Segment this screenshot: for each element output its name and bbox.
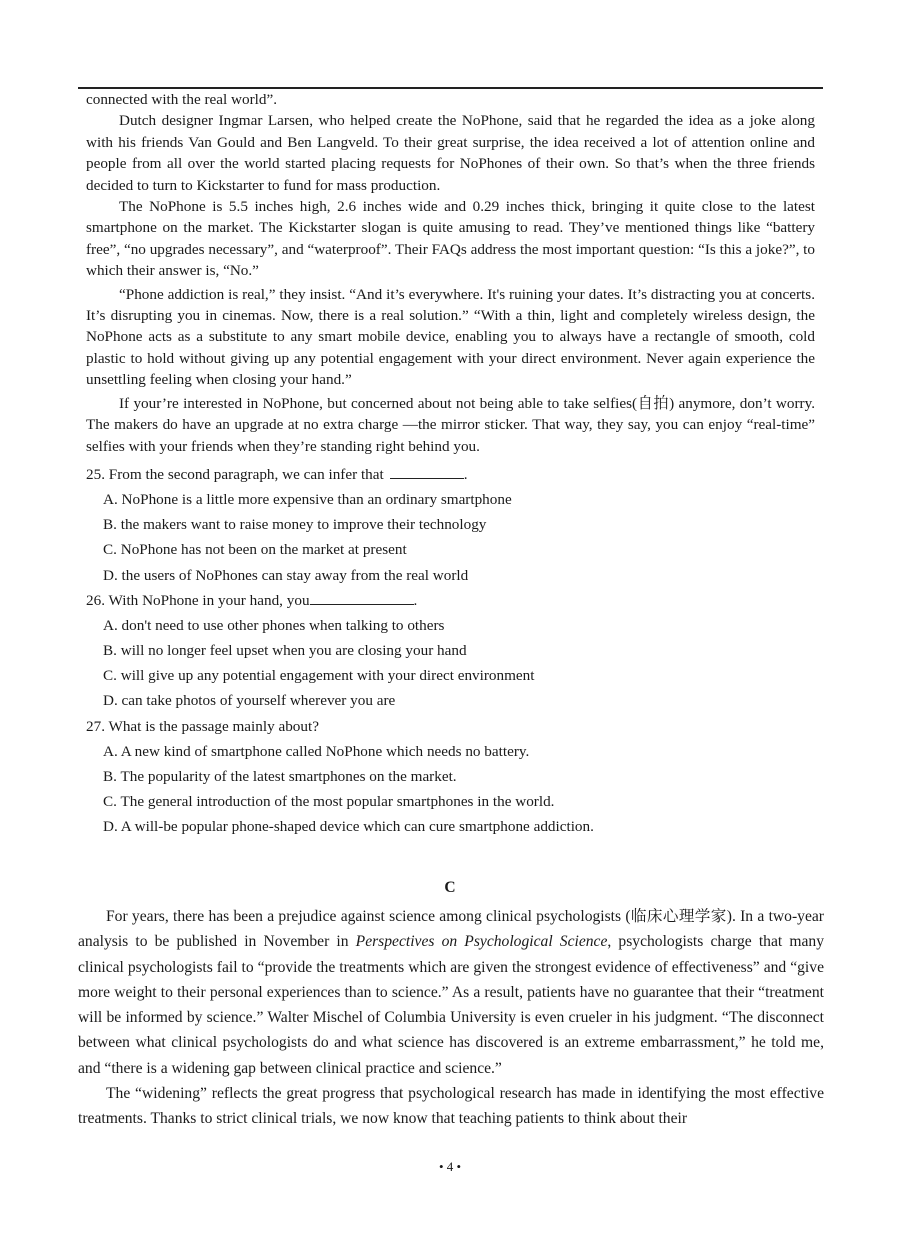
option-25-a: A. NoPhone is a little more expensive than an ordinary smartphone <box>103 491 512 508</box>
option-25-d: D. the users of NoPhones can stay away from the real world <box>103 566 469 584</box>
passage-c-text: For years, there has been a prejudice against science among clinical psychologists (临床心理学家). In a two-year analysis to be published in November in <box>78 908 824 951</box>
answer-blank <box>310 590 414 605</box>
passage-b-continuation: connected with the real world”. <box>86 91 278 108</box>
passage-c-paragraph-1 <box>78 904 824 1081</box>
question-list <box>86 462 815 839</box>
page-number: • 4 • <box>438 1159 462 1174</box>
option-25-b: B. the makers want to raise money to improve their technology <box>103 516 487 534</box>
passage-c-text: , psychologists charge that many clinical psychologists fail to “provide the treatments which are given the strongest evidence of effectiveness” and “give more weight to their personal experiences than to science.” As a result, patients have no guarantee that their “treatment will be informed by science.” Walter Mischel of Columbia University is even crueler in his judgment. “The disconnect between what clinical psychologists do and what science has discovered is an extreme embarrassment,” he told me, and “there is a widening gap between clinical practice and science.” <box>78 933 824 1077</box>
option-27-b: B. The popularity of the latest smartphones on the market. <box>103 767 457 785</box>
passage-c <box>78 904 824 1132</box>
option-27-c: C. The general introduction of the most popular smartphones in the world. <box>103 793 555 811</box>
passage-b <box>86 89 815 457</box>
question-stem: 25. From the second paragraph, we can infer that <box>86 466 384 483</box>
passage-b-paragraph-1: Dutch designer Ingmar Larsen, who helped create the NoPhone, said that he regarded the idea as a joke along with his friends Van Gould and Ben Langveld. To their great surprise, the idea received a lot of attention online and people from all over the world started placing requests for NoPhones of their own. So that’s when the three friends decided to turn to Kickstarter to fund for mass production. <box>86 112 815 194</box>
question-26 <box>86 588 815 613</box>
option-26-c: C. will give up any potential engagement with your direct environment <box>103 667 535 685</box>
option-25-c: C. NoPhone has not been on the market at present <box>103 541 407 559</box>
option-26-a: A. don't need to use other phones when talking to others <box>103 616 445 634</box>
passage-b-paragraph-2: The NoPhone is 5.5 inches high, 2.6 inches wide and 0.29 inches thick, bringing it quite close to the latest smartphone on the market. The Kickstarter slogan is quite amusing to read. They’ve mentioned things like “battery free”, “no upgrades necessary”, and “waterproof”. Their FAQs address the most important question: “Is this a joke?”, to which their answer is, “No.” <box>86 198 815 280</box>
question-27 <box>86 714 815 739</box>
section-c-title: C <box>444 879 456 896</box>
question-end: . <box>413 591 418 609</box>
passage-c-paragraph-2: The “widening” reflects the great progress that psychological research has made in identifying the most effective treatments. Thanks to strict clinical trials, we now know that teaching patients to think about their <box>78 1085 824 1128</box>
question-stem: 27. What is the passage mainly about? <box>86 717 319 735</box>
option-26-b: B. will no longer feel upset when you are closing your hand <box>103 642 467 660</box>
passage-b-paragraph-3: “Phone addiction is real,” they insist. “And it’s everywhere. It's ruining your dates. It’s distracting you at concerts. It’s disrupting you in cinemas. Now, there is a real solution.” “With a thin, light and completely wireless design, the NoPhone acts as a substitute to any smart mobile device, enabling you to always have a rectangle of smooth, cold plastic to hold without giving up any potential engagement with your direct environment. Never again experience the unsettling feeling when closing your hand.” <box>86 285 815 389</box>
option-27-d: D. A will-be popular phone-shaped device which can cure smartphone addiction. <box>103 818 594 836</box>
answer-blank <box>390 464 464 479</box>
question-end: . <box>463 466 468 483</box>
journal-title: Perspectives on Psychological Science <box>355 933 608 951</box>
question-25 <box>86 462 815 487</box>
option-27-a: A. A new kind of smartphone called NoPhone which needs no battery. <box>103 742 530 760</box>
passage-b-paragraph-4: If your’re interested in NoPhone, but concerned about not being able to take selfies(自拍) anymore, don’t worry. The makers do have an upgrade at no extra charge —the mirror sticker. That way, they say, you can enjoy “real-time” selfies with your friends when they’re standing right behind you. <box>86 394 815 455</box>
question-stem: 26. With NoPhone in your hand, you <box>86 591 310 609</box>
option-26-d: D. can take photos of yourself wherever you are <box>103 692 396 710</box>
